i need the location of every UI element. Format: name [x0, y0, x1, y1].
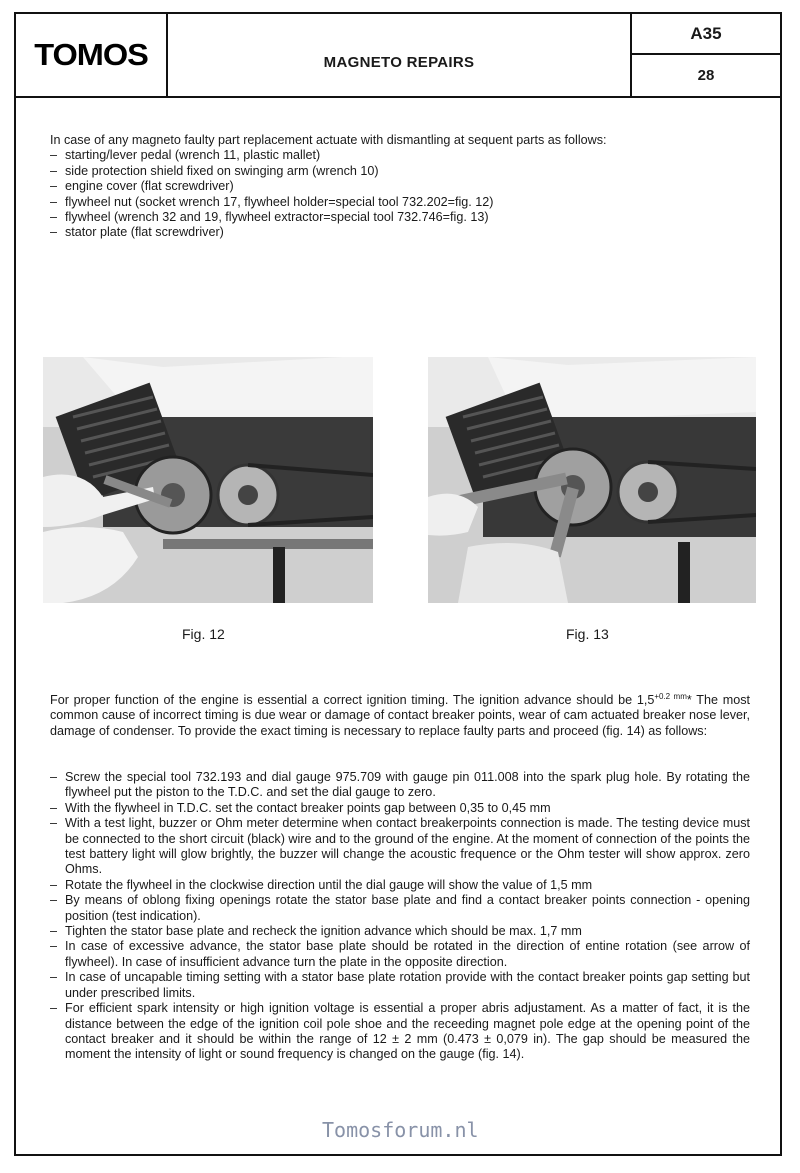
page-title: MAGNETO REPAIRS	[323, 53, 475, 71]
section-code: A35	[632, 14, 780, 55]
list-item: – With a test light, buzzer or Ohm meter determine when contact breakerpoints connection is made. The testing device must be connected to the short circuit (black) wire and to the ground of the engine. At the moment of connection of the points the test battery light will glow brightly, the buzzer will change the acoustic frequence or the Ohm tester will show approx. zero Ohms.	[50, 816, 750, 878]
list-item: – In case of excessive advance, the stator base plate should be rotated in the direction of entine rotation (see arrow of flywheel). In case of insufficient advance turn the plate in the opposite direction.	[50, 939, 750, 970]
list-item: – Screw the special tool 732.193 and dial gauge 975.709 with gauge pin 011.008 into the spark plug hole. By rotating the flywheel put the piston to the T.D.C. and set the dial gauge to zero.	[50, 770, 750, 801]
timing-line-1: For proper function of the engine is essential a correct ignition timing. The ignition advance should be 1,5	[50, 693, 655, 707]
list-item: – flywheel nut (socket wrench 17, flywheel holder=special tool 732.202=fig. 12)	[50, 195, 750, 210]
tolerance-superscript: +0.2 mm	[654, 691, 687, 701]
list-item: – With the flywheel in T.D.C. set the contact breaker points gap between 0,35 to 0,45 mm	[50, 801, 750, 816]
fig-13-caption: Fig. 13	[566, 626, 609, 642]
timing-paragraph	[50, 693, 750, 739]
list-item: – By means of oblong fixing openings rotate the stator base plate and find a contact breaker points connection - opening position (test indication).	[50, 893, 750, 924]
fig-13-photo	[428, 357, 756, 603]
procedure-steps	[50, 770, 750, 1063]
watermark: Tomosforum.nl	[322, 1118, 479, 1142]
dismantling-list	[50, 148, 750, 240]
list-item: – For efficient spark intensity or high ignition voltage is essential a proper abris adjustament. As a matter of fact, it is the distance between the edge of the ignition coil pole shoe and the receeding magnet pole edge at the opening point of the contact breaker and it should be within the range of 12 ± 2 mm (0.473 ± 0,079 in). The gap should be measured the moment the intensity of light or sound frequency is changed on the gauge (fig. 14).	[50, 1001, 750, 1063]
title-cell	[168, 14, 632, 96]
page-number: 28	[697, 67, 715, 84]
asterisk: *	[686, 693, 692, 707]
intro-lead: In case of any magneto faulty part replacement actuate with dismantling at sequent parts as follows:	[50, 133, 607, 147]
list-item: – engine cover (flat screwdriver)	[50, 179, 750, 194]
list-item: – Rotate the flywheel in the clockwise direction until the dial gauge will show the value of 1,5 mm	[50, 878, 750, 893]
list-item: – starting/lever pedal (wrench 11, plastic mallet)	[50, 148, 750, 163]
list-item: – flywheel (wrench 32 and 19, flywheel extractor=special tool 732.746=fig. 13)	[50, 210, 750, 225]
logo-cell	[16, 14, 168, 96]
list-item: – side protection shield fixed on swinging arm (wrench 10)	[50, 164, 750, 179]
brand-logo: TOMOS	[34, 37, 148, 72]
steps-list	[50, 770, 750, 1063]
list-item: – stator plate (flat screwdriver)	[50, 225, 750, 240]
list-item: – In case of uncapable timing setting with a stator base plate rotation provide with the contact breaker points gap setting but under prescribed limits.	[50, 970, 750, 1001]
header-block	[16, 14, 780, 98]
timing-text	[50, 693, 750, 739]
fig-12-caption: Fig. 12	[182, 626, 225, 642]
fig-12-photo	[43, 357, 373, 603]
timing-rest: The most common cause of incorrect timing is due wear or damage of contact breaker points, wear of cam actuated breaker nose lever, damage of condenser. To provide the exact timing is necessary to replace faulty parts and proceed (fig. 14) as follows:	[50, 693, 750, 738]
intro-section	[50, 133, 750, 241]
list-item: – Tighten the stator base plate and recheck the ignition advance which should be max. 1,7 mm	[50, 924, 750, 939]
